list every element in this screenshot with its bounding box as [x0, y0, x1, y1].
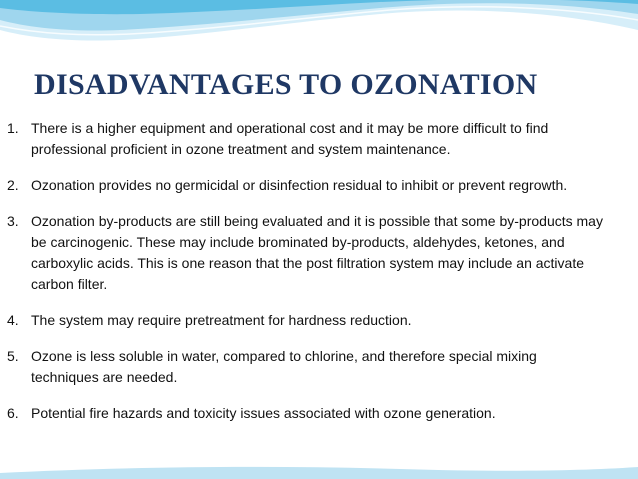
- list-item: [7, 211, 632, 295]
- top-wave-decoration: [0, 0, 638, 70]
- list-item: [7, 310, 632, 331]
- list-item-number: 1.: [7, 120, 19, 136]
- bottom-wave-band: [0, 467, 638, 479]
- list-item-line: be carcinogenic. These may include brominated by-products, aldehydes, ketones, and: [31, 234, 565, 250]
- list-item-text: [31, 346, 537, 388]
- slide-title: DISADVANTAGES TO OZONATION: [34, 68, 538, 101]
- list-item-number: 4.: [7, 312, 19, 328]
- list-item-text: [31, 118, 548, 160]
- bottom-wave-decoration: [0, 463, 638, 479]
- disadvantages-list: [7, 118, 632, 439]
- list-item-line: There is a higher equipment and operational cost and it may be more difficult to find: [31, 120, 549, 136]
- list-item-number: 2.: [7, 177, 19, 193]
- list-item-line: Ozone is less soluble in water, compared to chlorine, and therefore special mixing: [31, 348, 537, 364]
- list-item-line: carboxylic acids. This is one reason that the post filtration system may include an activate: [31, 255, 585, 271]
- list-item-number: 5.: [7, 348, 19, 364]
- list-item-text: [31, 211, 603, 295]
- list-item-line: The system may require pretreatment for hardness reduction.: [31, 312, 412, 328]
- list-item-line: carbon filter.: [31, 276, 108, 292]
- list-item-text: [31, 310, 412, 331]
- list-item: [7, 346, 632, 388]
- list-item-number: 6.: [7, 405, 19, 421]
- list-item: [7, 403, 632, 424]
- list-item-text: [31, 403, 496, 424]
- list-item-line: Ozonation by-products are still being evaluated and it is possible that some by-products may: [31, 213, 603, 229]
- list-item-number: 3.: [7, 213, 19, 229]
- list-item-text: [31, 175, 567, 196]
- list-item-line: Ozonation provides no germicidal or disinfection residual to inhibit or prevent regrowth.: [31, 177, 568, 193]
- list-item-line: professional proficient in ozone treatment and system maintenance.: [31, 141, 451, 157]
- list-item-line: Potential fire hazards and toxicity issues associated with ozone generation.: [31, 405, 496, 421]
- list-item: [7, 175, 632, 196]
- list-item: [7, 118, 632, 160]
- list-item-line: techniques are needed.: [31, 369, 178, 385]
